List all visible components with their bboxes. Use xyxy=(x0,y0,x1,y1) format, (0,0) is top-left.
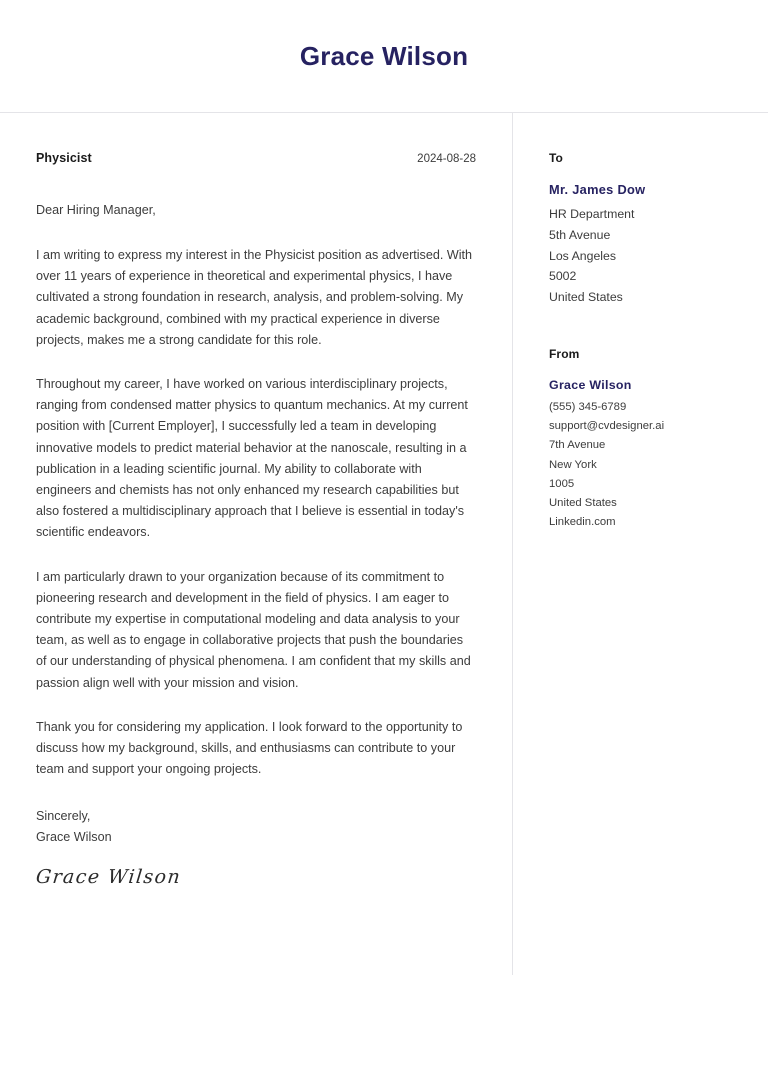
sender-phone: (555) 345-6789 xyxy=(549,400,627,413)
salutation: Dear Hiring Manager, xyxy=(36,203,156,217)
recipient-line: 5th Avenue xyxy=(549,227,611,242)
sender-website: Linkedin.com xyxy=(549,516,616,529)
recipient-line: HR Department xyxy=(549,207,635,221)
recipient-line: 5002 xyxy=(549,269,577,284)
letter-closing xyxy=(36,806,476,848)
closing-word: Sincerely, xyxy=(36,809,91,824)
closing-name: Grace Wilson xyxy=(36,830,112,845)
letter-paragraph: Thank you for considering my application. I look forward to the opportunity to discuss how my background, skills, and enthusiasms can contribute to your team and support your ongoing projects. xyxy=(36,719,463,777)
recipient-label: To xyxy=(549,151,563,165)
letter-paragraph: Throughout my career, I have worked on various interdisciplinary projects, ranging from condensed matter physics to quantum mechanics. At my current position with [Current Employer], I successfully led a team in developing innovative models to predict material behavior at the nanoscale, resulting in a publication in a leading scientific journal. My ability to collaborate with engineers and chemists has not only enhanced my research capabilities but also fostered a multidisciplinary approach that I believe is essential in today's scientific endeavors. xyxy=(36,377,468,540)
document-body xyxy=(0,113,768,1078)
job-title: Physicist xyxy=(36,151,92,165)
recipient-name: Mr. James Dow xyxy=(549,182,646,197)
letter-meta-row xyxy=(36,151,476,165)
sender-name: Grace Wilson xyxy=(549,377,632,392)
document-header xyxy=(0,0,768,113)
recipient-line: United States xyxy=(549,290,623,305)
sender-line: United States xyxy=(549,497,617,509)
sender-label: From xyxy=(549,346,580,361)
signature: Grace Wilson xyxy=(34,866,183,889)
sender-line: 1005 xyxy=(549,477,575,490)
recipient-block xyxy=(549,151,748,308)
contacts-column xyxy=(513,113,768,532)
recipient-line: Los Angeles xyxy=(549,248,617,263)
letter-column xyxy=(0,113,512,888)
sender-block xyxy=(549,347,748,532)
sender-line: 7th Avenue xyxy=(549,439,606,452)
sender-email: support@cvdesigner.ai xyxy=(549,420,665,433)
letter-date: 2024-08-28 xyxy=(417,153,476,165)
letter-paragraph: I am writing to express my interest in the Physicist position as advertised. With over 11 years of experience in theoretical and experimental physics, I have cultivated a strong foundation in research, analysis, and problem-solving. My academic background, combined with my practical experience in diverse projects, makes me a strong candidate for this role. xyxy=(36,248,473,347)
page-title: Grace Wilson xyxy=(299,40,469,71)
letter-paragraph: I am particularly drawn to your organization because of its commitment to pioneering research and development in the field of physics. I am eager to contribute my expertise in computational modeling and data analysis to your team, as well as to engage in collaborative projects that push the boundaries of our understanding of physical phenomena. I am confident that my skills and passion align well with your mission and vision. xyxy=(36,569,471,690)
sender-line: New York xyxy=(549,458,597,471)
